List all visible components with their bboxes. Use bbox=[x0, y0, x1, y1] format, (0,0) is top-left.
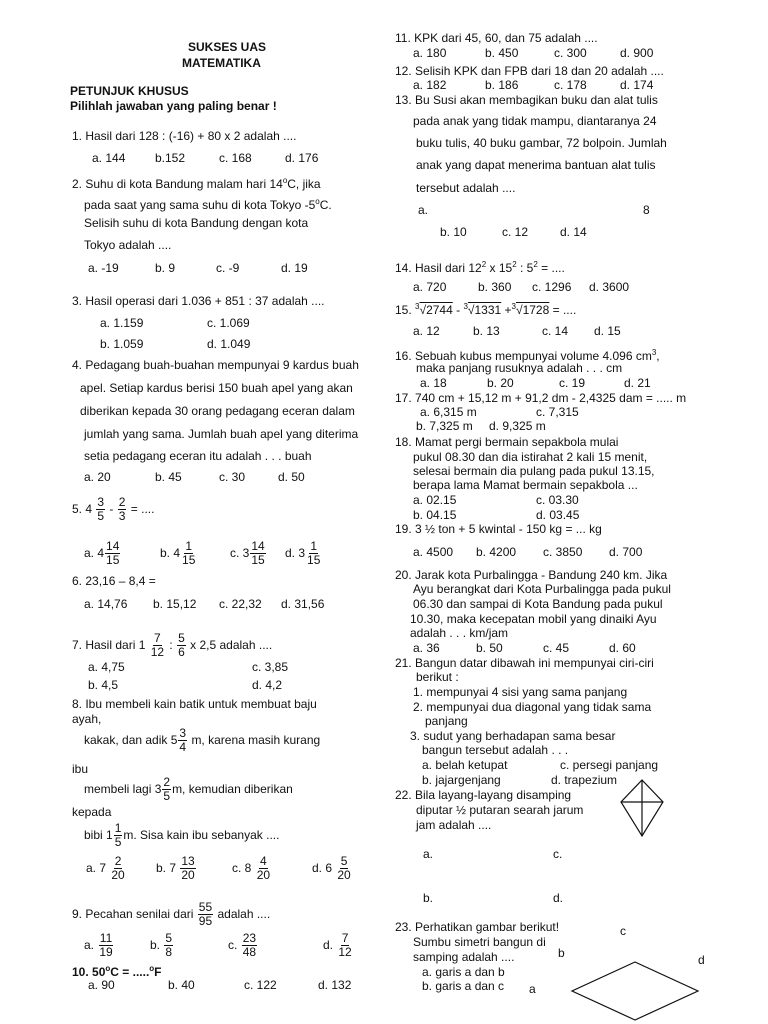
q2-line-3: Selisih suhu di kota Bandung dengan kota bbox=[84, 216, 309, 230]
q21-line-7: bangun tersebut adalah . . . bbox=[422, 743, 569, 757]
q8-line-6: kepada bbox=[72, 805, 112, 819]
q19-option-a[interactable]: a. 4500 bbox=[413, 545, 454, 559]
q10-option-d[interactable]: d. 132 bbox=[318, 978, 352, 992]
q22-line-1: 22. Bila layang-layang disamping bbox=[395, 788, 572, 802]
q13-option-a[interactable]: a. bbox=[418, 203, 429, 217]
q15-option-d[interactable]: d. 15 bbox=[594, 324, 621, 338]
q18-option-d[interactable]: d. 03.45 bbox=[536, 508, 580, 522]
q23-line-3: samping adalah .... bbox=[413, 950, 515, 964]
q20-line-3: 06.30 dan sampai di Kota Bandung pada pukul bbox=[413, 597, 663, 611]
q18-line-3: selesai bermain dia pulang pada pukul 13.15, bbox=[413, 464, 655, 478]
q12-option-b[interactable]: b. 186 bbox=[485, 78, 519, 92]
q20-option-b[interactable]: b. 50 bbox=[476, 641, 503, 655]
q11-option-d[interactable]: d. 900 bbox=[620, 46, 654, 60]
q13-line-2: pada anak yang tidak mampu, diantaranya 24 bbox=[413, 114, 657, 128]
q20-line-1: 20. Jarak kota Purbalingga - Bandung 240 km. Jika bbox=[395, 568, 668, 582]
q11-option-c[interactable]: c. 300 bbox=[554, 46, 587, 60]
q13-line-4: anak yang dapat menerima bantuan alat tulis bbox=[416, 158, 656, 172]
q5-option-c[interactable]: c. 3 $\frac{14}{15}$ bbox=[230, 539, 265, 568]
q22-option-b[interactable]: b. bbox=[423, 891, 434, 905]
q23-label-c: c bbox=[620, 924, 626, 938]
q1-option-d[interactable]: d. 176 bbox=[285, 151, 319, 165]
q2-line-1: 2. Suhu di kota Bandung malam hari 14$^o$C, jika bbox=[72, 176, 321, 191]
q8-option-a[interactable]: a. 7 $\frac{2}{20}$ bbox=[86, 854, 125, 883]
q9-option-b[interactable]: b. $\frac{5}{8}$ bbox=[150, 931, 173, 960]
q8-line-5: membeli lagi 3 $\frac{2}{5}$ m, kemudian diberikan bbox=[84, 775, 293, 804]
q19-option-d[interactable]: d. 700 bbox=[609, 545, 643, 559]
q17-option-b[interactable]: b. 7,325 m bbox=[416, 419, 473, 433]
q12-option-c[interactable]: c. 178 bbox=[554, 78, 587, 92]
q16-option-c[interactable]: c. 19 bbox=[559, 376, 586, 390]
q4-line-5: setia pedagang eceran itu adalah . . . buah bbox=[84, 449, 312, 463]
q19-text: 19. 3 ½ ton + 5 kwintal - 150 kg = ... kg bbox=[395, 522, 602, 536]
q15-option-b[interactable]: b. 13 bbox=[473, 324, 500, 338]
q21-option-c[interactable]: c. persegi panjang bbox=[560, 758, 659, 772]
q6-option-d[interactable]: d. 31,56 bbox=[281, 597, 325, 611]
q22-option-c[interactable]: c. bbox=[553, 847, 563, 861]
q1-text: 1. Hasil dari 128 : (-16) + 80 x 2 adalah .... bbox=[72, 129, 297, 143]
q5-option-d[interactable]: d. 3 $\frac{1}{15}$ bbox=[285, 539, 321, 568]
q12-option-d[interactable]: d. 174 bbox=[620, 78, 654, 92]
q23-label-d: d bbox=[698, 953, 705, 967]
q2-option-a[interactable]: a. -19 bbox=[88, 261, 119, 275]
q15-text: 15. $^3$√2744 - $^3$√1331 +$^3$√1728 = .... bbox=[395, 302, 577, 317]
q20-option-d[interactable]: d. 60 bbox=[609, 641, 636, 655]
q4-option-d[interactable]: d. 50 bbox=[278, 470, 305, 484]
q8-line-4: ibu bbox=[72, 762, 89, 776]
q21-option-d[interactable]: d. trapezium bbox=[551, 773, 618, 787]
q21-line-5: panjang bbox=[425, 714, 468, 728]
q20-line-5: adalah . . . km/jam bbox=[410, 626, 509, 640]
q15-option-a[interactable]: a. 12 bbox=[413, 324, 440, 338]
q18-line-2: pukul 08.30 dan dia istirahat 2 kali 15 menit, bbox=[413, 450, 648, 464]
q3-option-c[interactable]: c. 1.069 bbox=[207, 316, 250, 330]
q13-option-a-value: 8 bbox=[643, 203, 650, 217]
q7-option-a[interactable]: a. 4,75 bbox=[88, 660, 125, 674]
q5-text: 5. 4 $\frac{3}{5}$ - $\frac{2}{3}$ = .... bbox=[72, 495, 155, 524]
q2-option-d[interactable]: d. 19 bbox=[281, 261, 308, 275]
q17-option-c[interactable]: c. 7,315 bbox=[536, 405, 579, 419]
q9-option-d[interactable]: d. $\frac{7}{12}$ bbox=[323, 931, 352, 960]
q22-line-2: diputar ½ putaran searah jarum bbox=[416, 803, 584, 817]
q3-option-b[interactable]: b. 1.059 bbox=[100, 337, 144, 351]
q3-option-d[interactable]: d. 1.049 bbox=[207, 337, 251, 351]
rhombus-figure bbox=[570, 960, 700, 1022]
q2-option-c[interactable]: c. -9 bbox=[216, 261, 240, 275]
q14-option-d[interactable]: d. 3600 bbox=[589, 280, 630, 294]
q6-text: 6. 23,16 – 8,4 = bbox=[72, 574, 156, 588]
q11-option-b[interactable]: b. 450 bbox=[485, 46, 519, 60]
q16-option-d[interactable]: d. 21 bbox=[624, 376, 651, 390]
q20-line-2: Ayu berangkat dari Kota Purbalingga pada pukul bbox=[413, 582, 671, 596]
q23-line-1: 23. Perhatikan gambar berikut! bbox=[395, 920, 560, 934]
q8-line-1: 8. Ibu membeli kain batik untuk membuat baju bbox=[72, 697, 317, 711]
q7-text: 7. Hasil dari 1 $\frac{7}{12}$ : $\frac{5}{6}$ x 2,5 adalah .... bbox=[72, 631, 273, 660]
q15-option-c[interactable]: c. 14 bbox=[542, 324, 569, 338]
q23-line-2: Sumbu simetri bangun di bbox=[413, 935, 546, 949]
petunjuk-heading: PETUNJUK KHUSUS bbox=[70, 84, 189, 98]
title-line-1: SUKSES UAS bbox=[188, 40, 267, 54]
q3-option-a[interactable]: a. 1.159 bbox=[100, 316, 144, 330]
title-line-2: MATEMATIKA bbox=[182, 56, 261, 70]
q6-option-a[interactable]: a. 14,76 bbox=[84, 597, 128, 611]
q16-line-1: 16. Sebuah kubus mempunyai volume 4.096 $cm^3$, bbox=[395, 348, 660, 363]
q16-option-a[interactable]: a. 18 bbox=[420, 376, 447, 390]
q13-option-d[interactable]: d. 14 bbox=[560, 225, 587, 239]
q21-option-b[interactable]: b. jajargenjang bbox=[422, 773, 501, 787]
q8-line-2: ayah, bbox=[72, 712, 102, 726]
q18-line-4: berapa lama Mamat bermain sepakbola ... bbox=[413, 478, 638, 492]
q10-text: 10. $50^oC = .....^oF$ bbox=[72, 964, 162, 979]
q8-line-3: kakak, dan adik 5 $\frac{3}{4}$ m, karena masih kurang bbox=[84, 726, 321, 755]
q18-line-1: 18. Mamat pergi bermain sepakbola mulai bbox=[395, 435, 619, 449]
q11-option-a[interactable]: a. 180 bbox=[413, 46, 447, 60]
q13-option-c[interactable]: c. 12 bbox=[502, 225, 529, 239]
q1-option-a[interactable]: a. 144 bbox=[92, 151, 126, 165]
q12-text: 12. Selisih KPK dan FPB dari 18 dan 20 adalah .... bbox=[395, 64, 664, 78]
q9-text: 9. Pecahan senilai dari $\frac{55}{95}$ adalah .... bbox=[72, 900, 271, 929]
q2-option-b[interactable]: b. 9 bbox=[155, 261, 176, 275]
q23-option-b[interactable]: b. garis a dan c bbox=[422, 979, 505, 993]
q9-option-c[interactable]: c. $\frac{23}{48}$ bbox=[228, 931, 257, 960]
instruction: Pilihlah jawaban yang paling benar ! bbox=[70, 99, 277, 113]
q5-option-a[interactable]: a. 4 $\frac{14}{15}$ bbox=[84, 539, 120, 568]
q2-line-2: pada saat yang sama suhu di kota Tokyo -5$^o$C. bbox=[84, 197, 332, 212]
q8-option-c[interactable]: c. 8 $\frac{4}{20}$ bbox=[232, 854, 271, 883]
q20-option-c[interactable]: c. 45 bbox=[543, 641, 570, 655]
q21-line-1: 21. Bangun datar dibawah ini mempunyai ciri-ciri bbox=[395, 656, 654, 670]
q10-option-b[interactable]: b. 40 bbox=[168, 978, 195, 992]
q4-line-3: diberikan kepada 30 orang pedagang eceran dalam bbox=[80, 404, 355, 418]
q14-option-c[interactable]: c. 1296 bbox=[532, 280, 572, 294]
q17-option-d[interactable]: d. 9,325 m bbox=[489, 419, 546, 433]
q17-text: 17. 740 cm + 15,12 m + 91,2 dm - 2,4325 dam = ..... m bbox=[395, 391, 687, 405]
q23-label-b: b bbox=[558, 946, 565, 960]
q21-line-3: 1. mempunyai 4 sisi yang sama panjang bbox=[413, 685, 628, 699]
q17-option-a[interactable]: a. 6,315 m bbox=[420, 405, 477, 419]
q13-line-1: 13. Bu Susi akan membagikan buku dan alat tulis bbox=[395, 93, 658, 107]
q18-option-b[interactable]: b. 04.15 bbox=[413, 508, 457, 522]
q3-text: 3. Hasil operasi dari 1.036 + 851 : 37 adalah .... bbox=[72, 294, 325, 308]
q4-line-4: jumlah yang sama. Jumlah buah apel yang diterima bbox=[84, 427, 359, 441]
q4-line-1: 4. Pedagang buah-buahan mempunyai 9 kardus buah bbox=[72, 358, 359, 372]
q8-option-b[interactable]: b. 7 $\frac{13}{20}$ bbox=[156, 854, 195, 883]
q19-option-c[interactable]: c. 3850 bbox=[543, 545, 583, 559]
q1-option-c[interactable]: c. 168 bbox=[219, 151, 252, 165]
q21-option-a[interactable]: a. belah ketupat bbox=[422, 758, 508, 772]
q16-line-2: maka panjang rusuknya adalah . . . cm bbox=[416, 361, 623, 375]
q10-option-c[interactable]: c. 122 bbox=[244, 978, 277, 992]
q23-label-a: a bbox=[529, 982, 536, 996]
q13-line-5: tersebut adalah .... bbox=[416, 181, 516, 195]
q8-option-d[interactable]: d. 6 $\frac{5}{20}$ bbox=[312, 854, 351, 883]
q21-line-6: 3. sudut yang berhadapan sama besar bbox=[410, 729, 616, 743]
q4-line-2: apel. Setiap kardus berisi 150 buah apel yang akan bbox=[80, 381, 353, 395]
q13-line-3: buku tulis, 40 buku gambar, 72 bolpoin. Jumlah bbox=[416, 136, 667, 150]
q22-line-3: jam adalah .... bbox=[416, 818, 492, 832]
q1-option-b[interactable]: b.152 bbox=[155, 151, 186, 165]
q5-option-b[interactable]: b. 4 $\frac{1}{15}$ bbox=[160, 539, 196, 568]
q4-option-b[interactable]: b. 45 bbox=[155, 470, 182, 484]
q6-option-c[interactable]: c. 22,32 bbox=[219, 597, 262, 611]
q7-option-c[interactable]: c. 3,85 bbox=[252, 660, 289, 674]
q11-text: 11. KPK dari 45, 60, dan 75 adalah .... bbox=[395, 31, 598, 45]
q14-text: 14. Hasil dari $12^2$ x $15^2$ : $5^2$ = .... bbox=[395, 260, 565, 275]
q23-option-a[interactable]: a. garis a dan b bbox=[422, 965, 505, 979]
q22-option-d[interactable]: d. bbox=[553, 891, 564, 905]
q13-option-b[interactable]: b. 10 bbox=[440, 225, 467, 239]
q16-option-b[interactable]: b. 20 bbox=[487, 376, 514, 390]
q22-option-a[interactable]: a. bbox=[423, 847, 434, 861]
q7-option-b[interactable]: b. 4,5 bbox=[88, 678, 119, 692]
q8-line-7: bibi 1 $\frac{1}{5}$ m. Sisa kain ibu sebanyak .... bbox=[84, 821, 280, 850]
kite-figure bbox=[617, 778, 667, 838]
q18-option-c[interactable]: c. 03.30 bbox=[536, 493, 579, 507]
q6-option-b[interactable]: b. 15,12 bbox=[153, 597, 197, 611]
q21-line-4: 2. mempunyai dua diagonal yang tidak sama bbox=[413, 700, 652, 714]
q12-option-a[interactable]: a. 182 bbox=[413, 78, 447, 92]
q4-option-a[interactable]: a. 20 bbox=[84, 470, 111, 484]
q18-option-a[interactable]: a. 02.15 bbox=[413, 493, 457, 507]
q2-line-4: Tokyo adalah .... bbox=[84, 238, 172, 252]
q20-line-4: 10.30, maka kecepatan mobil yang dinaiki Ayu bbox=[410, 612, 657, 626]
q10-option-a[interactable]: a. 90 bbox=[88, 978, 115, 992]
q21-line-2: berikut : bbox=[416, 670, 459, 684]
q20-option-a[interactable]: a. 36 bbox=[413, 641, 440, 655]
q7-option-d[interactable]: d. 4,2 bbox=[252, 678, 283, 692]
q14-option-a[interactable]: a. 720 bbox=[413, 280, 447, 294]
q14-option-b[interactable]: b. 360 bbox=[478, 280, 512, 294]
q19-option-b[interactable]: b. 4200 bbox=[476, 545, 517, 559]
q4-option-c[interactable]: c. 30 bbox=[219, 470, 246, 484]
q9-option-a[interactable]: a. $\frac{11}{19}$ bbox=[84, 931, 113, 960]
